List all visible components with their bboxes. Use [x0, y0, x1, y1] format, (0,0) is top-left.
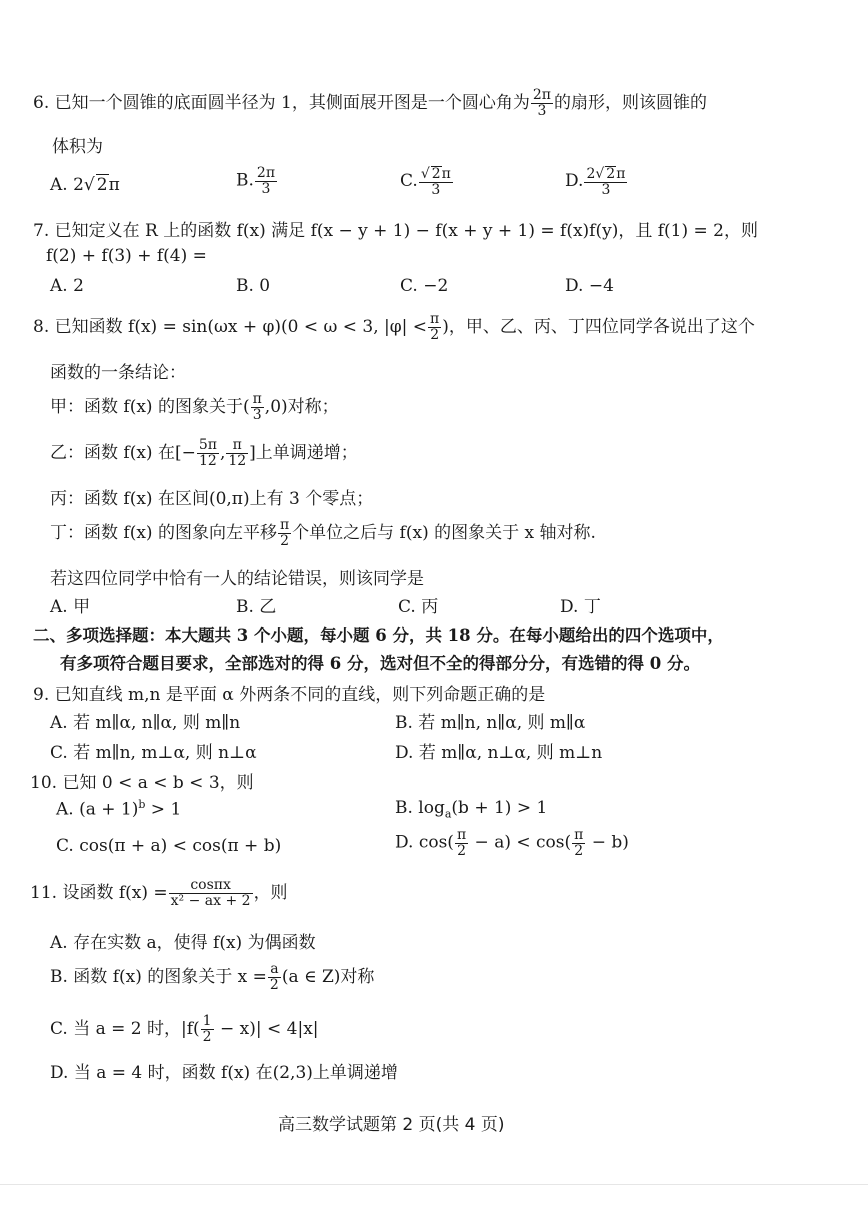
- q6-option-c: [400, 166, 454, 197]
- sqrt-symbol: √: [595, 166, 605, 182]
- q8-phi-num: π: [430, 311, 440, 328]
- q11-stem-a: 11. 设函数 f(x) =: [30, 883, 168, 903]
- q8-text-b: )，甲、乙、丙、丁四位同学各说出了这个: [442, 317, 755, 337]
- q8-ding-den: 2: [280, 533, 290, 549]
- q6-b-fraction: [255, 166, 277, 196]
- q6-d-coef: 2: [586, 166, 596, 182]
- q8-jia-num: π: [252, 391, 262, 408]
- q11-b-den: 2: [269, 977, 279, 993]
- q11-function-fraction: [169, 878, 253, 908]
- q8-yi-num2: π: [226, 438, 248, 454]
- q6-option-b: [236, 166, 278, 196]
- q8-option-a: A. 甲: [50, 597, 91, 617]
- q7-option-d: D. −4: [565, 276, 614, 296]
- q8-yi-den2: 12: [228, 453, 247, 469]
- q9-option-b: B. 若 m∥n, n∥α, 则 m∥α: [395, 713, 586, 733]
- q11-b-fraction: [268, 962, 281, 992]
- q10-d-fraction-2: [572, 828, 585, 858]
- q8-option-b: B. 乙: [236, 597, 277, 617]
- q8-yi-den1: 12: [198, 453, 217, 469]
- q6-a-label: A. 2: [50, 175, 84, 195]
- q6-angle-num: 2π: [532, 87, 551, 104]
- q6-d-radicand: 2: [606, 166, 616, 182]
- q11-b-a: B. 函数 f(x) 的图象关于 x =: [50, 967, 267, 987]
- q6-c-den: 3: [431, 181, 441, 198]
- q8-phi-den: 2: [430, 327, 440, 343]
- q6-stem-text: 6. 已知一个圆锥的底面圆半径为 1，其侧面展开图是一个圆心角为: [33, 93, 530, 113]
- q6-stem-line2: 体积为: [52, 137, 103, 157]
- q8-jia-fraction: [251, 392, 264, 422]
- q6-d-label: D.: [565, 171, 584, 192]
- q10-d-mid: − a) < cos(: [469, 832, 572, 853]
- q6-c-fraction: [419, 166, 453, 197]
- q6-b-num: 2π: [256, 165, 276, 181]
- q8-yi-comma: ,: [219, 443, 226, 463]
- q7-option-c: C. −2: [400, 276, 449, 296]
- q8-yi-b: ]上单调递增；: [249, 443, 358, 463]
- q11-c-den: 2: [202, 1029, 212, 1045]
- q8-yi-fraction-1: [197, 438, 219, 468]
- q11-stem: [30, 878, 288, 909]
- q6-c-label: C.: [400, 171, 418, 192]
- q6-a-radicand: 2: [96, 175, 108, 195]
- q11-c-fraction: [201, 1014, 214, 1044]
- section2-heading-line2: 有多项符合题目要求，全部选对的得 6 分，选对但不全的得部分分，有选错的得 0 分。: [60, 654, 700, 673]
- q11-b-rest: (a ∈ Z)对称: [281, 967, 375, 987]
- q6-b-den: 3: [261, 180, 271, 197]
- q8-option-d: D. 丁: [560, 597, 601, 617]
- q11-num: cosπx: [169, 878, 253, 894]
- q7-option-b: B. 0: [236, 276, 271, 296]
- q7-stem-line2: f(2) + f(3) + f(4) =: [46, 246, 207, 266]
- q8-yi-a: 乙：函数 f(x) 在[−: [50, 443, 196, 463]
- q6-a-tail: π: [108, 175, 120, 195]
- q7-stem-line1: 7. 已知定义在 R 上的函数 f(x) 满足 f(x − y + 1) − f(x + y + 1) = f(x)f(y)，且 f(1) = 2，则: [33, 221, 758, 241]
- q11-c-a: C. 当 a = 2 时，|f(: [50, 1019, 200, 1039]
- q8-statement-yi: [50, 438, 358, 469]
- q6-c-tail: π: [441, 166, 451, 182]
- q10-d-a: D. cos(: [395, 832, 454, 853]
- q11-b-num: a: [268, 962, 281, 978]
- q9-option-d: D. 若 m∥α, n⊥α, 则 m⊥n: [395, 743, 603, 763]
- q10-option-c: C. cos(π + a) < cos(π + b): [56, 836, 282, 856]
- q11-den: x² − ax + 2: [170, 893, 251, 909]
- q6-angle-fraction: [531, 88, 553, 118]
- q11-option-c: [50, 1014, 319, 1045]
- q6-option-d: [565, 166, 628, 197]
- sqrt-symbol: √: [420, 166, 430, 182]
- q8-text-a: 8. 已知函数 f(x) = sin(ωx + φ)(0 < ω < 3, |φ| <: [33, 317, 428, 337]
- q8-yi-fraction-2: [226, 438, 248, 468]
- q8-ding-a: 丁：函数 f(x) 的图象向左平移: [50, 523, 277, 543]
- q8-stem-line1: [33, 312, 755, 343]
- q6-d-fraction: [584, 166, 627, 197]
- q9-option-a: A. 若 m∥α, n∥α, 则 m∥n: [50, 713, 241, 733]
- q10-d-rest: − b): [586, 832, 629, 853]
- q9-option-c: C. 若 m∥n, m⊥α, 则 n⊥α: [50, 743, 257, 763]
- q8-option-c: C. 丙: [398, 597, 439, 617]
- q10-a-exponent: b: [138, 798, 146, 811]
- q8-ding-fraction: [278, 518, 291, 548]
- q6-option-a: [50, 174, 120, 195]
- q8-statement-bing: 丙：函数 f(x) 在区间(0,π)上有 3 个零点；: [50, 489, 374, 509]
- q11-option-b: [50, 962, 374, 993]
- q6-c-radicand: 2: [431, 166, 441, 182]
- q6-d-tail: π: [616, 166, 626, 182]
- q6-c-num: [419, 166, 453, 183]
- page-footer: 高三数学试题第 2 页(共 4 页): [278, 1115, 505, 1135]
- q6-d-num: [584, 166, 627, 183]
- q8-jia-b: ,0)对称；: [264, 397, 339, 417]
- q10-option-b: [395, 798, 547, 820]
- q10-d-fraction-1: [455, 828, 468, 858]
- sqrt-symbol: √: [83, 175, 95, 195]
- q10-d-den2: 2: [574, 842, 584, 859]
- q11-option-d: D. 当 a = 4 时，函数 f(x) 在(2,3)上单调递增: [50, 1063, 398, 1083]
- q10-b-base: a: [444, 807, 452, 821]
- q10-d-num2: π: [574, 827, 584, 843]
- section2-heading-line1: 二、多项选择题：本大题共 3 个小题，每小题 6 分，共 18 分。在每小题给出的四个选项中，: [33, 626, 724, 645]
- q11-stem-b: ，则: [253, 883, 288, 903]
- q10-a-rest: > 1: [145, 799, 182, 820]
- q10-stem: 10. 已知 0 < a < b < 3，则: [30, 773, 254, 793]
- q10-a-base: A. (a + 1): [56, 799, 139, 820]
- q8-ding-num: π: [279, 517, 290, 534]
- q8-jia-a: 甲：函数 f(x) 的图象关于(: [50, 397, 250, 417]
- scan-edge-divider: [0, 1184, 868, 1185]
- q8-statement-jia: [50, 392, 339, 423]
- q8-ding-b: 个单位之后与 f(x) 的图象关于 x 轴对称.: [292, 523, 596, 543]
- q10-b-rest: (b + 1) > 1: [451, 798, 548, 818]
- q8-question: 若这四位同学中恰有一人的结论错误，则该同学是: [50, 569, 424, 589]
- q6-angle-den: 3: [537, 103, 547, 119]
- q10-option-a: [56, 798, 181, 820]
- q11-c-rest: − x)| < 4|x|: [214, 1019, 319, 1039]
- q6-stem-text-2: 的扇形，则该圆锥的: [553, 93, 707, 113]
- q8-stem-line2: 函数的一条结论：: [50, 363, 186, 383]
- q6-b-label: B.: [236, 170, 254, 191]
- q6-stem-line1: [33, 88, 707, 119]
- q11-c-num: 1: [202, 1013, 212, 1030]
- q9-stem: 9. 已知直线 m,n 是平面 α 外两条不同的直线，则下列命题正确的是: [33, 685, 546, 705]
- q8-phi-bound-fraction: [428, 312, 441, 342]
- q8-jia-den: 3: [252, 407, 262, 423]
- q8-yi-num1: 5π: [198, 437, 217, 454]
- q7-option-a: A. 2: [50, 276, 84, 296]
- q10-option-d: [395, 828, 629, 858]
- q10-d-num1: π: [456, 827, 467, 843]
- q6-d-den: 3: [601, 181, 611, 198]
- q11-option-a: A. 存在实数 a，使得 f(x) 为偶函数: [50, 933, 316, 953]
- q10-d-den1: 2: [457, 842, 467, 859]
- q10-b-log: B. log: [395, 798, 445, 818]
- q8-statement-ding: [50, 518, 596, 549]
